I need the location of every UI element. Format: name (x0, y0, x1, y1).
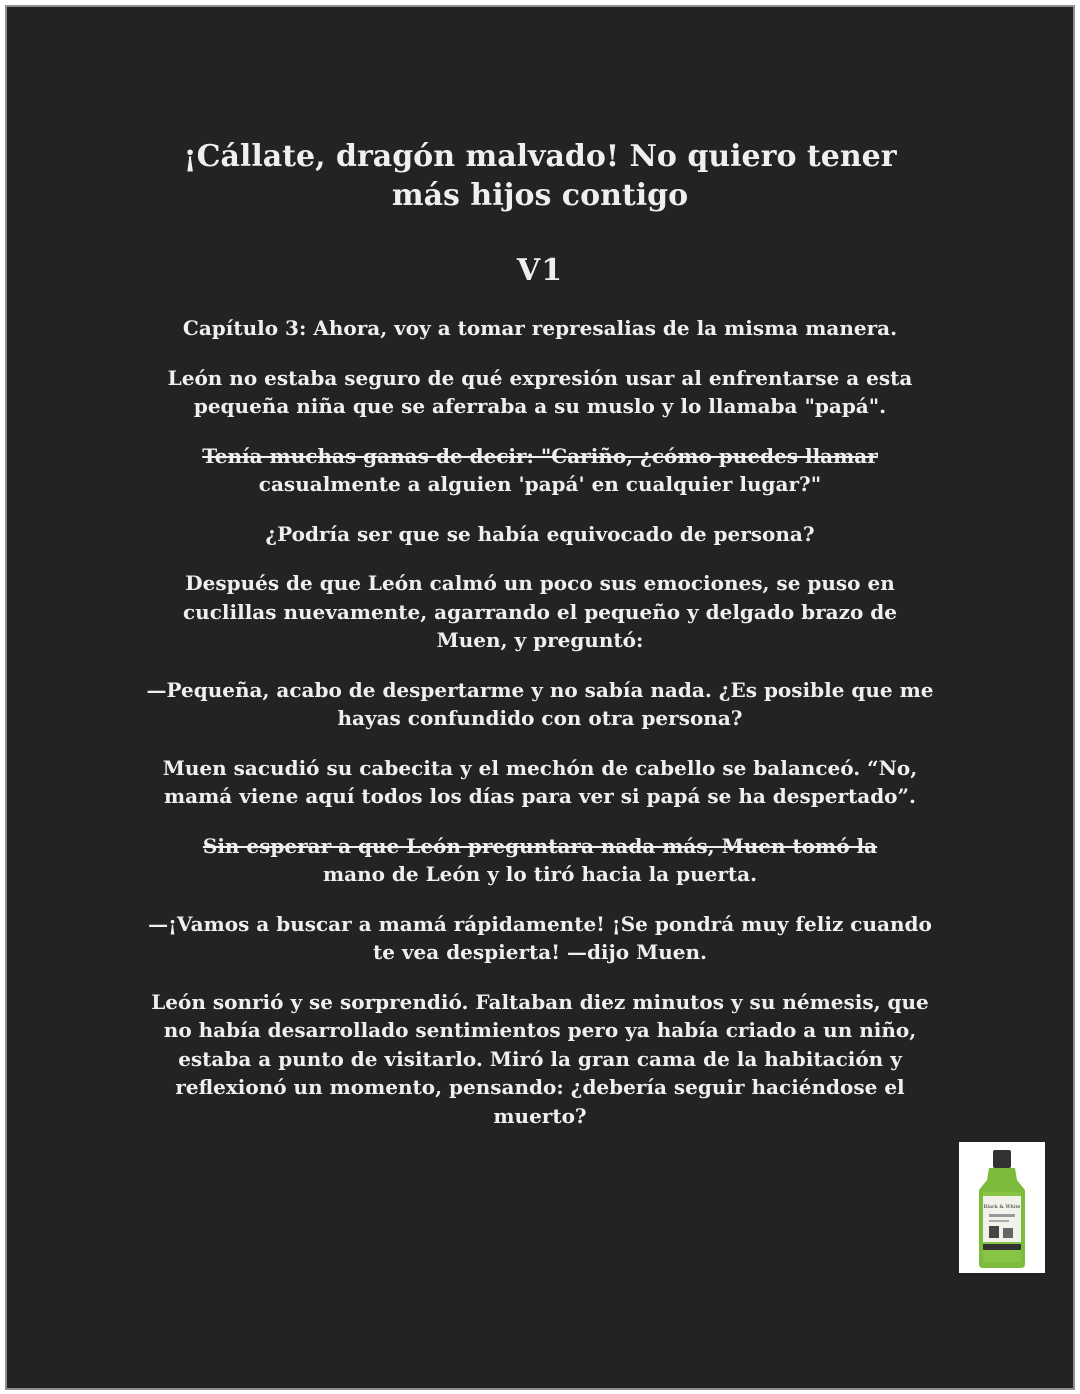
bottle-icon (959, 1142, 1045, 1273)
paragraph: León no estaba seguro de qué expresión usar al enfrentarse a esta pequeña niña que se aferraba a su muslo y lo llamaba "papá". (167, 365, 913, 418)
paragraph: León sonrió y se sorprendió. Faltaban diez minutos y su némesis, que no había desarrollado sentimientos pero ya había criado a un niño, estaba a punto de visitarlo. Miró la gran cama de la habitación y reflexionó un momento, pensando: ¿debería seguir haciéndose el muerto? (151, 989, 929, 1128)
bottle-label: Black & White (983, 1204, 1021, 1210)
chapter-content (7, 137, 1073, 1151)
paragraph: —¡Vamos a buscar a mamá rápidamente! ¡Se pondrá muy feliz cuando te vea despierta! —dijo Muen. (148, 911, 932, 964)
bottle-image (959, 1142, 1045, 1273)
page-frame (5, 5, 1075, 1390)
volume-label: V1 (516, 253, 564, 288)
paragraph (145, 832, 935, 889)
paragraph: ¿Podría ser que se había equivocado de persona? (265, 521, 815, 546)
chapter-heading: Capítulo 3: Ahora, voy a tomar represalias de la misma manera. (182, 316, 898, 340)
paragraph: Después de que León calmó un poco sus emociones, se puso en cuclillas nuevamente, agarrando el pequeño y delgado brazo de Muen, y preguntó: (183, 571, 897, 652)
struck-text: Sin esperar a que León preguntara nada más, Muen tomó la (202, 833, 878, 858)
paragraph (145, 442, 935, 499)
paragraph-text: casualmente a alguien 'papá' en cualquier lugar?" (258, 472, 822, 496)
paragraph: —Pequeña, acabo de despertarme y no sabía nada. ¿Es posible que me hayas confundido con otra persona? (146, 677, 934, 730)
paragraph-text: mano de León y lo tiró hacia la puerta. (322, 862, 758, 886)
book-title: ¡Cállate, dragón malvado! No quiero tener más hijos contigo (183, 139, 897, 213)
struck-text: Tenía muchas ganas de decir: "Cariño, ¿cómo puedes llamar (202, 443, 878, 468)
paragraph: Muen sacudió su cabecita y el mechón de cabello se balanceó. “No, mamá viene aquí todos los días para ver si papá se ha despertado”. (162, 755, 918, 808)
